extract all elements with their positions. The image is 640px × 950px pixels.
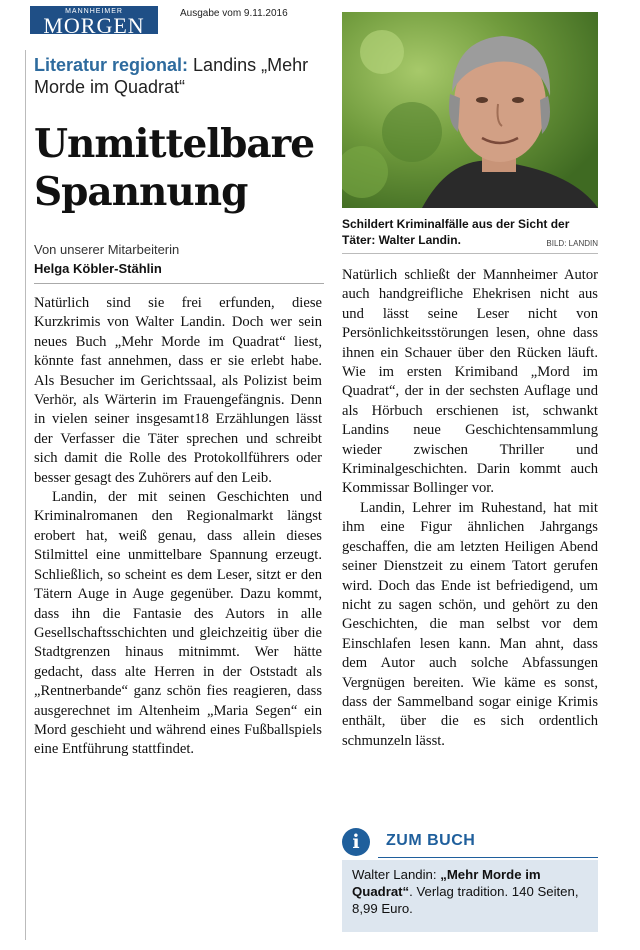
logo-big-text: MORGEN (43, 13, 145, 38)
byline-author: Helga Köbler-Stählin (34, 261, 162, 276)
caption-divider (342, 253, 598, 254)
byline-divider (34, 283, 324, 284)
byline-intro: Von unserer Mitarbeiterin (34, 242, 180, 257)
info-icon: i (342, 828, 370, 856)
paragraph: Landin, der mit seinen Geschichten und Kriminalromanen den Regionalmarkt längst erobert hat, weiß genau, dass allein dieses Stilmittel eine unmittelbare Spannung erzeugt. Schließlich, so scheint es dem Leser, sitzt er den Tätern Auge in Auge gegenüber. Dazu kommt, dass ihn die Fantasie des Autors in alle Gesellschaftsschichten und gleichzeitig über die Stadtgrenzen hinaus mitnimmt. Wer hätte gedacht, dass alte Herren in der Oststadt als „Rentnerbande“ ganz schön fies reagieren, dass ausgerechnet im Altenheim „Maria Segen“ ein Mord geschieht und während eines Fußballspiels eine Entführung stattfindet. (34, 489, 322, 758)
headline-line-1: Unmittelbare (34, 121, 315, 167)
zum-buch-header (342, 828, 598, 858)
zum-buch-text (352, 866, 592, 917)
paragraph: Landin, Lehrer im Ruhestand, hat mit ihm eine Figur ähnlichen Jahrgangs geschaffen, die am letzten Heiligen Abend seiner Dienstzeit zu einem Tatort gerufen wird. Doch das Ende ist befriedigend, um nicht zu sagen schön, und gehört zu den Geschichten, die man selbst vor dem Einschlafen lesen kann. Man ahnt, dass dem Autor auch solche Abfassungen Vergnügen bereiten. Wie käme es sonst, dass der Sammelband sogar einige Krimis enthält, über die es sich ordentlich schmunzeln lässt. (342, 499, 598, 749)
author-portrait-illustration (342, 12, 598, 208)
edition-date: Ausgabe vom 9.11.2016 (180, 8, 288, 19)
book-details: . Verlag tradition. 140 Seiten, 8,99 Euro. (352, 884, 579, 916)
article-column-2 (342, 266, 598, 751)
kicker (34, 54, 334, 98)
paragraph: Natürlich sind sie frei erfunden, diese Kurzkrimis von Walter Landin. Doch wer sein neues Buch „Mehr Morde im Quadrat“ liest, könnte fast annehmen, dass er sie erlebt habe. Als Besucher im Gerichtssaal, als Polizist beim Verhör, als Wärterin im Frauengefängnis. Denn in vielen seiner insgesamt18 Erzählungen lässt der Verfasser die Täter sprechen und schreibt sich damit die Rolle des Protokollführers oder besser gesagt des Zuhörers auf den Leib. (34, 295, 322, 486)
zum-buch-label: ZUM BUCH (386, 832, 476, 849)
book-author: Walter Landin: (352, 867, 437, 882)
paragraph: Natürlich schließt der Mannheimer Autor auch handgreifliche Ehekrisen nicht aus und lässt seine Leser nicht von Persönlichkeitsstörungen lesen, ohne dass ihnen ein Schauer über den Rücken läuft. Wie im ersten Krimiband „Mord im Quadrat“, der in der sechsten Auflage und als Hörbuch erschienen ist, schwankt Landins neue Geschichtensammlung wieder zwischen Thriller und Kriminalgeschichten. Darin kommt auch Kommissar Bollinger vor. (342, 267, 598, 497)
photo-caption-text: Schildert Kriminalfälle aus der Sicht der Täter: Walter Landin. (342, 217, 570, 247)
headline-line-2: Spannung (34, 169, 248, 215)
left-column-rule (25, 50, 26, 940)
newspaper-logo (30, 6, 158, 38)
article-column-1 (34, 294, 322, 760)
kicker-text: Landins „Mehr Morde im Quadrat“ (34, 55, 309, 97)
headline (34, 120, 334, 216)
logo-small-text: MANNHEIMER (65, 8, 123, 15)
zum-buch-rule (378, 857, 598, 858)
kicker-category: Literatur regional: (34, 55, 189, 75)
book-title: „Mehr Morde im Quadrat“ (352, 867, 541, 899)
author-photo (342, 12, 598, 208)
photo-credit: BILD: LANDIN (546, 239, 598, 248)
photo-caption (342, 216, 598, 252)
